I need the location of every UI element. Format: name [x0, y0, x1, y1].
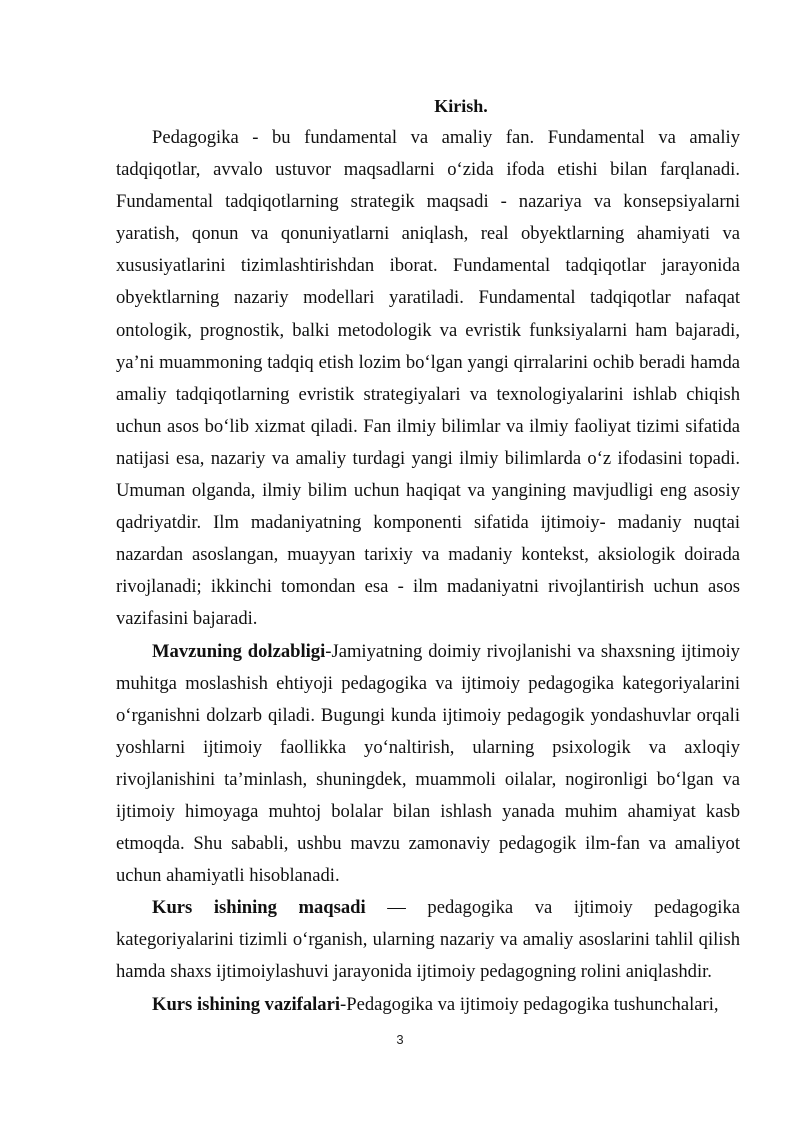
relevance-text: -Jamiyatning doimiy rivojlanishi va shaxsning ijtimoiy muhitga moslashish ehtiyoji pedagogika va ijtimoiy pedagogika kategoriyalarini o‘rganishni dolzarb qiladi. Bugungi kunda ijtimoiy pedagogik yondashuvlar orqali yoshlarni ijtimoiy faollikka yo‘naltirish, ularning psixologik va axloqiy rivojlanishini ta’minlash, shuningdek, muammoli oilalar, nogironligi bo‘lgan va ijtimoiy himoyaga muhtoj bolalar bilan ishlash yanada muhim ahamiyat kasb etmoqda. Shu sababli, ushbu mavzu zamonaviy pedagogik ilm-fan va amaliyot uchun ahamiyatli hisoblanadi. — [116, 640, 740, 887]
intro-paragraph: Pedagogika - bu fundamental va amaliy fan. Fundamental va amaliy tadqiqotlar, avvalo ustuvor maqsadlarni o‘zida ifoda etishi bilan farqlanadi. Fundamental tadqiqotlarning strategik maqsadi - nazariya va konsepsiyalarni yaratish, qonun va qonuniyatlarni aniqlash, real obyektlarning ahamiyati va xususiyatlarini tizimlashtirishdan iborat. Fundamental tadqiqotlar jarayonida obyektlarning nazariy modellari yaratiladi. Fundamental tadqiqotlar nafaqat ontologik, prognostik, balki metodologik va evristik funksiyalarni ham bajaradi, ya’ni muammoning tadqiq etish lozim bo‘lgan yangi qirralarini ochib beradi hamda amaliy tadqiqotlarning evristik strategiyalari va texnologiyalarini ishlab chiqish uchun asos bo‘lib xizmat qiladi. Fan ilmiy bilimlar va ilmiy faoliyat tizimi sifatida natijasi esa, nazariy va amaliy turdagi yangi ilmiy bilimlarda o‘z ifodasini topadi. Umuman olganda, ilmiy bilim uchun haqiqat va yangining mavjudligi eng asosiy qadriyatdir. Ilm madaniyatning komponenti sifatida ijtimoiy- madaniy nuqtai nazardan asoslangan, muayyan tarixiy va madaniy kontekst, aksiologik doirada rivojlanadi; ikkinchi tomondan esa - ilm madaniyatni rivojlantirish uchun asos vazifasini bajaradi. — [116, 127, 740, 630]
relevance-heading: Mavzuning dolzabligi — [152, 640, 326, 662]
tasks-text: -Pedagogika va ijtimoiy pedagogika tushunchalari, — [340, 993, 719, 1015]
section-title: Kirish. — [434, 96, 488, 116]
goal-heading: Kurs ishining maqsadi — [152, 897, 366, 919]
goal-text: — pedagogika va ijtimoiy pedagogika kategoriyalarini tizimli o‘rganish, ularning nazariy va amaliy asoslarini tahlil qilish hamda shaxs ijtimoiylashuvi jarayonida ijtimoiy pedagogning rolini aniqlashdir. — [116, 897, 740, 983]
tasks-heading: Kurs ishining vazifalari — [152, 993, 341, 1015]
page-number: 3 — [396, 1032, 404, 1047]
document-body — [116, 122, 740, 1021]
relevance-paragraph — [116, 636, 740, 893]
goal-paragraph — [116, 892, 740, 988]
tasks-paragraph — [116, 989, 740, 1021]
